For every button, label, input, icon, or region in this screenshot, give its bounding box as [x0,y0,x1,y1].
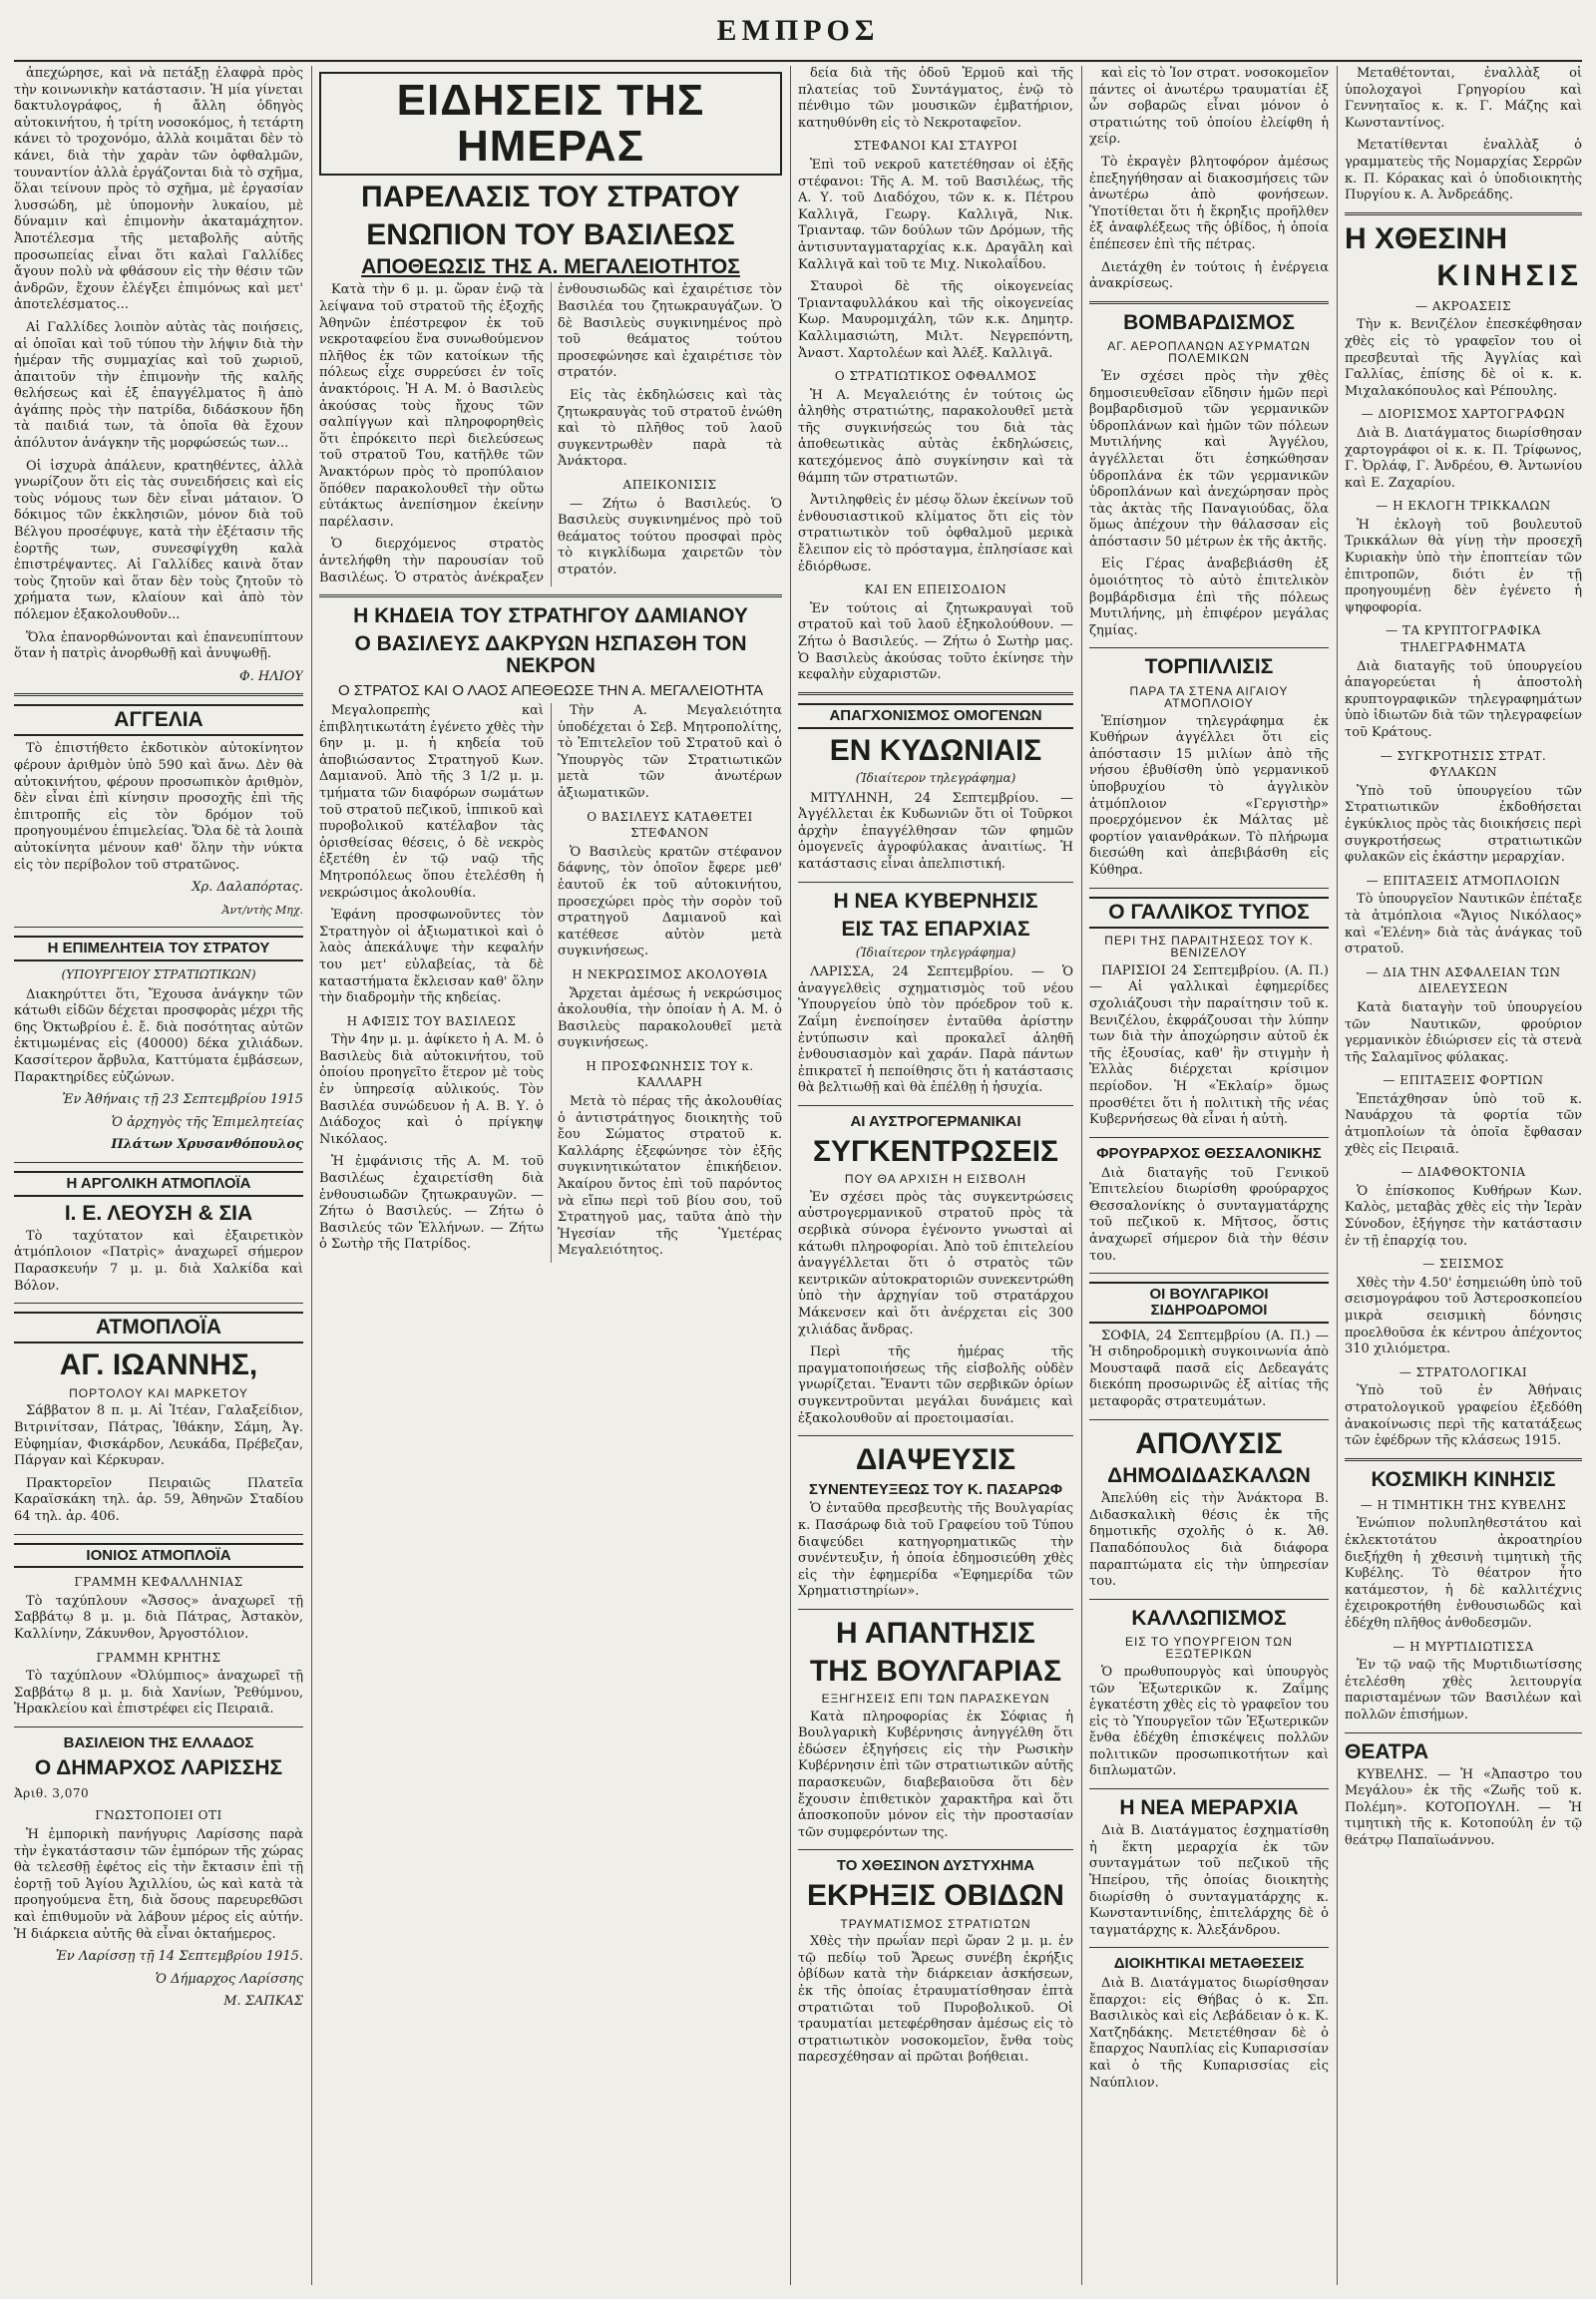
divider [1089,888,1329,889]
news-text: Διὰ διαταγῆς τοῦ ὑπουργείου ἀπαγορεύεται ἡ ἀποστολὴ κρυπτογραφικῶν τηλεγραφημάτων ὑπὸ ἰδιωτῶν διὰ τῶν τηλεγραφείων τοῦ Κράτους. [1345,658,1582,740]
divider [1089,1273,1329,1274]
news-text: Κατὰ διαταγὴν τοῦ ὑπουργείου τῶν Ναυτικῶν, φρούριον γερμανικὸν ἐδιώρισεν εἰς τὰ στενὰ τῆς Σαλαμῖνος φύλακας. [1345,999,1582,1065]
article-text: Τὴν Α. Μεγαλειότητα ὑποδέχεται ὁ Σεβ. Μητροπολίτης, τὸ Ἐπιτελεῖον τοῦ Στρατοῦ καὶ ὁ Ὑπουργὸς τῶν Στρατιωτικῶν μετὰ τῶν ἀνωτέρων ἀξιωματικῶν. [558,703,782,801]
article-text: Ὁ πρωθυπουργὸς καὶ ὑπουργὸς τῶν Ἐξωτερικῶν κ. Ζαΐμης ἐγκατέστη χθὲς εἰς τὸ γραφεῖον του εἰς τὸ Ὑπουργεῖον τῶν Ἐξωτερικῶν ἔνθα ἐδέχθη ἐπισκέψεις πολλῶν πολιτικῶν προσωπικοτήτων καὶ διπλωματῶν. [1089,1664,1329,1779]
article-text: Ὁ Βασιλεὺς κρατῶν στέφανον δάφνης, τὸν ὁποῖον ἔφερε μεθ' ἑαυτοῦ ἐκ τοῦ αὐτοκινήτου, προσεχώρει πρὸς τὴν σορὸν τοῦ στρατηγοῦ Δαμιανοῦ καὶ κατέθεσε αὐτὸν μετὰ συγκινήσεως. [558,844,782,959]
news-text: Ὑπὸ τοῦ ἐν Ἀθήναις στρατολογικοῦ γραφείου ἐξεδόθη ἀνακοίνωσις περὶ τῆς κατατάξεως τῶν ἐφέδρων τῆς κλάσεως 1915. [1345,1383,1582,1449]
column-divider [311,66,312,2285]
news-text: Ἐν τῷ ναῷ τῆς Μυρτιδιωτίσσης ἐτελέσθη χθὲς λειτουργία παρισταμένων τῶν Βασιλέων καὶ πολλῶν ἐπισήμων. [1345,1658,1582,1723]
subheadline: Ο ΣΤΡΑΤΟΣ ΚΑΙ Ο ΛΑΟΣ ΑΠΕΘΕΩΣΕ ΤΗΝ Α. ΜΕΓΑΛΕΙΟΤΗΤΑ [337,682,764,700]
article-text: Εἰς Γέρας ἀναβεβιάσθη ἐξ ὁμοιότητος τὸ αὐτὸ ἐπιτελικὸν βομβάρδισμα ἐπὶ τῆς πόλεως Μυτιλήνης, μὴ ἐπιφέρον μεγάλας ζημίας. [1089,557,1329,638]
ad-subheading: ΓΝΩΣΤΟΠΟΙΕΙ ΟΤΙ [95,1808,222,1823]
divider [798,1609,1073,1610]
article-text: Τὴν 4ην μ. μ. ἀφίκετο ἡ Α. Μ. ὁ Βασιλεὺς διὰ αὐτοκινήτου, τοῦ ὁποίου προηγεῖτο ἕτερον μὲ τοὺς ἐν ὑπηρεσίᾳ αὐλικούς. Τὸν Βασιλέα συνώδευον ἡ Α. Β. Υ. ὁ Διάδοχος καὶ ὁ πρίγκηψ Νικόλαος. [319,1032,544,1147]
divider [1089,1788,1329,1789]
ad-text: Ἡ ἐμπορικὴ πανήγυρις Λαρίσσης παρὰ τὴν ἐγκατάστασιν τῶν ἐμπόρων τῆς χώρας θὰ τελεσθῇ ἐφέτος εἰς τὴν ἔκτασιν ἐπὶ τῇ ἑορτῇ τοῦ Ἁγίου Ἀχιλλίου, ὡς καὶ κατὰ τὰ προηγούμενα ἔτη, διὰ ὅσους παρευρεθῶσι καὶ ἐπιθυμοῦν νὰ λάβουν μέρος εἰς αὐτήν. Ἡ διάρκεια αὐτῆς θὰ εἶναι ὀκταήμερος. [14,1827,303,1942]
article-text: Ὁ ἐνταῦθα πρεσβευτὴς τῆς Βουλγαρίας κ. Πασάρωφ διὰ τοῦ Γραφείου τοῦ Τύπου διαψεύδει κατηγορηματικῶς τὴν συνέντευξιν, ἡ ὁποία ἐδημοσιεύθη χθὲς εἰς τὴν ἐφημερίδα «Ἐφημερίδα τῶν Χρηματιστηρίων». [798,1501,1073,1600]
column-5 [1345,66,1582,2285]
news-text: Διὰ Β. Διατάγματος διωρίσθησαν χαρτογράφοι οἱ κ. κ. Π. Τρίφωνος, Γ. Ὀρλάφ, Γ. Ἀνδρέου, Θ. Ἀντωνίου καὶ Ε. Ζαχαρίου. [1345,425,1582,491]
news-text: ΚΥΒΕΛΗΣ. — Ἡ «Ἀπαστρο του Μεγάλου» ἐκ τῆς «Ζωῆς τοῦ κ. Πολέμη». ΚΟΤΟΠΟΥΛΗ. — Ἡ τιμητικὴ τῆς κ. Κοτοπούλη ἐν τῷ θεάτρῳ Παπαϊωάννου. [1345,1766,1582,1848]
headline: Η ΝΕΑ ΚΥΒΕΡΝΗΣΙΣ [833,889,1038,913]
headline: ΕΝΩΠΙΟΝ ΤΟΥ ΒΑΣΙΛΕΩΣ [366,217,735,251]
article-text: Ὁ διερχόμενος στρατὸς ἀντελήφθη τὴν παρουσίαν τοῦ Βασιλέως. Ὁ στρατὸς ἀνέκραξεν ἐνθουσιωδῶς καὶ ἐχαιρέτισε τὸν Βασιλέα του ζητωκραυγάζων. Ὁ δὲ Βασιλεὺς συγκινημένος πρὸ τοῦ θεάματος τούτου προσεφώνησε καὶ ἐχαιρέτισε τὸν στρατόν. [319,282,782,585]
divider [14,693,303,696]
ad-heading: ΑΓΓΕΛΙΑ [14,704,303,736]
subheadline: ΑΠΟΘΕΩΣΙΣ ΤΗΣ Α. ΜΕΓΑΛΕΙΟΤΗΤΟΣ [361,255,740,279]
telegram-tag: (Ἰδιαίτερον τηλεγράφημα) [855,945,1016,959]
news-subheading: — Η ΕΚΛΟΓΗ ΤΡΙΚΚΑΛΩΝ [1376,499,1551,514]
headline: ΕΚΡΗΞΙΣ ΟΒΙΔΩΝ [807,1879,1064,1913]
section-title: ΘΕΑΤΡΑ [1345,1739,1429,1763]
column-divider [790,66,791,2285]
ad-heading: ΑΤΜΟΠΛΟΪΑ [14,1312,303,1343]
article-text: Ἐν τούτοις αἱ ζητωκραυγαὶ τοῦ στρατοῦ καὶ τοῦ λαοῦ ἐξηκολούθουν. — Ζήτω ὁ Βασιλεύς. — Ζήτω ὁ Σωτὴρ μας. Ὁ Βασιλεὺς ἀκούσας τοῦτο ἐκίνησε τὴν κεφαλὴν εὐχαριστῶν. [798,600,1073,683]
ad-signature: Ἐν Λαρίσσῃ τῇ 14 Σεπτεμβρίου 1915. [55,1949,303,1965]
news-text: Ἐπετάχθησαν ὑπὸ τοῦ κ. Ναυάρχου τὰ φορτία τῶν ἀτμοπλοίων τὰ ὁποῖα ἔφθασαν χθὲς εἰς Πειραιᾶ. [1345,1091,1582,1157]
ad-company-name: Ι. Ε. ΛΕΟΥΣΗ & ΣΙΑ [64,1201,253,1225]
headline: ΤΗΣ ΒΟΥΛΓΑΡΙΑΣ [809,1654,1062,1688]
article-text: ΠΑΡΙΣΙΟΙ 24 Σεπτεμβρίου. (Α. Π.) — Αἱ γαλλικαὶ ἐφημερίδες σχολιάζουσι τὴν παραίτησιν τοῦ κ. Βενιζέλου, ἐκφράζουσαι τὴν λύπην των διὰ τὴν ἀποχώρησιν αὐτοῦ ἐκ τῆς ἐξουσίας, καθ' ἣν στιγμὴν ἡ Ἑλλὰς διέρχεται κρίσιμον περίοδον. Ἡ «Ἐκλαίρ» ὅμως προσθέτει ὅτι ἡ πολιτικὴ τῆς νέας Κυβερνήσεως θὰ εἶναι ἡ αὐτὴ. [1089,962,1329,1128]
headline: ΠΑΡΕΛΑΣΙΣ ΤΟΥ ΣΤΡΑΤΟΥ [361,181,740,214]
news-text: Ἐνώπιον πολυπληθεστάτου καὶ ἐκλεκτοτάτου ἀκροατηρίου διεξήχθη ἡ χθεσινὴ τιμητικὴ τῆς Κυβέλης. Τὸ θέατρον ἦτο κατάμεστον, ἡ δὲ καλλιτέχνις ἐχειροκροτήθη ἐνθουσιωδῶς καὶ ἐδέχθη πλῆθος ἀνθοδεσμῶν. [1345,1516,1582,1631]
divider [1089,301,1329,304]
article-signature: Φ. ΗΛΙΟΥ [238,668,303,684]
divider [14,927,303,928]
news-subheading: — ΕΠΙΤΑΞΕΙΣ ΑΤΜΟΠΛΟΙΩΝ [1366,873,1561,888]
news-text: Ἡ ἐκλογὴ τοῦ βουλευτοῦ Τρικκάλων θὰ γίνῃ τὴν προσεχῆ Κυριακὴν ὑπὸ τὴν ἐποπτείαν τῶν ἐπιτροπῶν, διότι ἐν τῇ προηγουμένῃ δὲν ἐγένετο ἡ ψηφοφορία. [1345,517,1582,615]
article-text: Μεταθέτονται, ἐναλλὰξ οἱ ὑπολοχαγοὶ Γρηγορίου καὶ Γεννηταῖος κ. κ. Γ. Μάζης καὶ Κωνσταντίνος. [1345,66,1582,131]
headline: ΤΟΡΠΙΛΛΙΣΙΣ [1144,655,1274,679]
headline: ΟΙ ΒΟΥΛΓΑΡΙΚΟΙ ΣΙΔΗΡΟΔΡΟΜΟΙ [1089,1282,1329,1324]
news-text: Τὴν κ. Βενιζέλον ἐπεσκέφθησαν χθὲς εἰς τὸ γραφεῖον του οἱ πρεσβευταὶ τῆς Ἀγγλίας καὶ Γαλλίας, ἐπίσης δὲ οἱ κ. κ. Μιχαλακόπουλος καὶ Ρέπουλης. [1345,317,1582,399]
subheadline: ΠΑΡΑ ΤΑ ΣΤΕΝΑ ΑΙΓΑΙΟΥ ΑΤΜΟΠΛΟΙΟΥ [1129,683,1289,711]
divider [1089,1947,1329,1948]
article-text: δεία διὰ τῆς ὁδοῦ Ἑρμοῦ καὶ τῆς πλατείας τοῦ Συντάγματος, ἐνῷ τὸ πένθιμο τῶν μουσικῶν ἐμβατήριον, κατηυθύνθη εἰς τὸ Νεκροταφεῖον. [798,66,1073,131]
divider [319,594,782,597]
news-text: Τὸ ὑπουργεῖον Ναυτικῶν ἐπέταξε τὰ ἀτμόπλοια «Ἄγιος Νικόλαος» καὶ «Ἐλένη» διὰ τὰς ἀνάγκας τοῦ στρατοῦ. [1345,892,1582,958]
headline: Ο ΒΑΣΙΛΕΥΣ ΔΑΚΡΥΩΝ ΗΣΠΑΣΘΗ ΤΟΝ ΝΕΚΡΟΝ [354,632,747,678]
news-subheading: — ΔΙΟΡΙΣΜΟΣ ΧΑΡΤΟΓΡΑΦΩΝ [1361,407,1566,422]
divider [14,1303,303,1304]
top-rule [14,60,1582,62]
ad-text: Τὸ ταχύπλουν «Ὀλύμπιος» ἀναχωρεῖ τῇ Σαββάτῳ 8 μ. μ. διὰ Χανίων, Ῥεθύμνου, Ἡρακλείου καὶ ἐπιστρέφει εἰς Πειραιᾶ. [14,1669,303,1718]
news-subheading: — ΕΠΙΤΑΞΕΙΣ ΦΟΡΤΙΩΝ [1383,1073,1544,1088]
subheadline: ΠΟΥ ΘΑ ΑΡΧΙΣΗ Η ΕΙΣΒΟΛΗ [844,1172,1027,1187]
ad-signature: Πλάτων Χρυσανθόπουλος [111,1137,303,1153]
news-subheading: — ΤΑ ΚΡΥΠΤΟΓΡΑΦΙΚΑ ΤΗΛΕΓΡΑΦΗΜΑΤΑ [1386,623,1541,655]
article-subheading: Ο ΒΑΣΙΛΕΥΣ ΚΑΤΑΘΕΤΕΙ ΣΤΕΦΑΝΟΝ [587,809,753,841]
article-text: Ἐπίσημον τηλεγράφημα ἐκ Κυθήρων ἀγγέλλει ὅτι εἰς ἀπόστασιν 15 μιλίων ἀπὸ τῆς νήσου ἐβυθίσθη ὑπὸ γερμανικοῦ ὑποβρυχίου τὸ ἀγγλικὸν ἀτμόπλοιον «Γεργιστὴρ» προερχόμενον ἐκ Μάλτας μὲ φορτίον γαιανθράκων. Τὸ πλήρωμα διεσώθη καὶ ἀπεβιβάσθη εἰς Κύθηρα. [1089,713,1329,879]
masthead-title: ΕΜΠΡΟΣ [716,14,880,47]
article-text: Κατὰ τὴν 6 μ. μ. ὥραν ἐνῷ τὰ λείψανα τοῦ στρατοῦ τῆς ἐξοχῆς Ἀθηνῶν ἐπέστρεφον ἐκ τοῦ νεκροταφείου ἕνα συνωθούμενον πλῆθος ἐκ τῶν κατοίκων τῆς πόλεως εἶχε συρρεύσει ἐν τοῖς ἀνακτόροις. Ἡ Α. Μ. ὁ Βασιλεὺς ἀκούσας τοὺς ἤχους τῶν σαλπίγγων καὶ πληροφορηθεὶς ὅτι ἐπρόκειτο περὶ διελεύσεως τοῦ στρατοῦ Του, κατῆλθε τῶν Ἀνακτόρων πρὸς τὸ προπύλαιον ὅπόθεν παρακολουθεῖ τὴν οὕτω εὐτάκτως ἀνεπίσημον ἐκείνην παρέλασιν. [319,282,544,530]
divider [798,882,1073,883]
article-text: Ἄρχεται ἀμέσως ἡ νεκρώσιμος ἀκολουθία, τὴν ὁποίαν ἡ Α. Μ. ὁ Βασιλεὺς παρακολουθεῖ μετὰ συγκινήσεως. [558,985,782,1051]
ad-ship-name: ΑΓ. ΙΩΑΝΝΗΣ, [59,1348,258,1382]
news-subheading: — ΔΙΑΦΘΟΚΤΟΝΙΑ [1400,1165,1526,1180]
subheadline: ΣΥΝΕΝΤΕΥΞΕΩΣ ΤΟΥ Κ. ΠΑΣΑΡΩΦ [808,1480,1063,1498]
column-2 [319,66,782,2285]
ad-signature: Χρ. Δαλαπόρτας. [192,880,303,896]
article-text: — Ζήτω ὁ Βασιλεύς. Ὁ Βασιλεὺς συγκινημένος πρὸ τοῦ θεάματος τούτου προσφαὶ πρὸς τὸ κιγκλίδωμα χαιρετῶν τὸν στρατόν. [558,496,782,577]
headline: ΔΙΟΙΚΗΤΙΚΑΙ ΜΕΤΑΘΕΣΕΙΣ [1113,1955,1305,1973]
column-divider [1337,66,1338,2285]
divider [798,1105,1073,1106]
headline: Η ΝΕΑ ΜΕΡΑΡΧΙΑ [1119,1796,1299,1820]
article-text: Ἡ Α. Μεγαλειότης ἐν τούτοις ὡς ἀληθὴς στρατιώτης, παρακολουθεῖ μετὰ τῆς συγκινήσεώς του διὰ τὰς ἀποθεωτικὰς αὐτὰς ἐκδηλώσεις, κατεχόμενος ἀπὸ συγκίνησιν καὶ τὰ θάμπη τῶν στρατιωτῶν. [798,387,1073,486]
headline: ΔΙΑΨΕΥΣΙΣ [855,1443,1016,1477]
news-subheading: — Η ΜΥΡΤΙΔΙΩΤΙΣΣΑ [1393,1639,1534,1654]
divider [1089,647,1329,648]
headline: ΤΟ ΧΘΕΣΙΝΟΝ ΔΥΣΤΥΧΗΜΑ [836,1857,1035,1875]
headline: ΚΑΛΛΩΠΙΣΜΟΣ [1131,1606,1287,1630]
divider [798,1435,1073,1436]
article-text: ΜΙΤΥΛΗΝΗ, 24 Σεπτεμβρίου. — Ἀγγέλλεται ἐκ Κυδωνιῶν ὅτι οἱ Τοῦρκοι ἀρχὴν ἐπαγγέλθησαν τῶν φημῶν ὁμογενεῖς ἀγροφύλακας ἀναιτίως. Ἡ κατάστασις εἶναι ἀπελπιστική. [798,790,1073,872]
divider [14,1534,303,1535]
article-text: Οἱ ἰσχυρὰ ἀπάλευν, κρατηθέντες, ἀλλὰ γνωρίζουν ὅτι εἰς τὰς συνειδήσεις καὶ εἰς τοὺς νόμους των δὲν εἶναι μάταιον. Ὁ δόκιμος τῶν ἐκκλησιῶν, μόνον διὰ τοῦ Βέλγου προσέφυγε, κατὰ τὴν ἐξέτασιν τῆς ἑορτῆς των, συνεσφίγχθη καλὰ ἐπιστρέψαντες. Αἱ Γαλλίδες καινὰ ὅταν τοὺς ζητοῦν καὶ ὅταν δὲν τοὺς ζητοῦν τὸ χρήματα των, κλαίουν καὶ ἀπὸ τὸν πόλεμον ἐξακολουθοῦν... [14,458,303,622]
article-text: Τὸ ἐκραγὲν βλητοφόρον ἀμέσως ἐπεξηγήθησαν αἱ διακοσμήσεις τῶν ἀνωτέρω ἀπὸ φονήσεων. Ὑποτίθεται ὅτι ἡ ἔκρηξις προῆλθεν ἐξ ἀναφλέξεως τῆς ὀβίδος, ἡ ὁποία ἐπέπεσεν ἐπὶ τῆς πέτρας. [1089,154,1329,252]
subheadline: ΤΡΑΥΜΑΤΙΣΜΟΣ ΣΤΡΑΤΙΩΤΩΝ [840,1916,1031,1931]
article-text: Εἰς τὰς ἐκδηλώσεις καὶ τὰς ζητωκραυγὰς τοῦ στρατοῦ ἐνώθη καὶ τὸ πλῆθος τοῦ λαοῦ συγκεντρωθὲν παρὰ τὰ Ἀνάκτορα. [558,387,782,470]
news-text: Χθὲς τὴν 4.50' ἐσημειώθη ὑπὸ τοῦ σεισμογράφου τοῦ Ἀστεροσκοπείου μικρὰ σεισμικὴ δόνησις προελθοῦσα ἐκ κέντρου ἀπέχοντος 310 χιλιόμετρα. [1345,1275,1582,1357]
article-text: Διὰ διαταγῆς τοῦ Γενικοῦ Ἐπιτελείου διωρίσθη φρούραρχος Θεσσαλονίκης ὁ συνταγματάρχης τοῦ πεζικοῦ κ. Μῆτσος, ὅστις ἀναχωρεῖ σήμερον διὰ τὴν θέσιν του. [1089,1165,1329,1264]
ad-subheading: ΓΡΑΜΜΗ ΚΡΗΤΗΣ [96,1650,221,1665]
divider [1345,1732,1582,1733]
divider [1345,1458,1582,1461]
article-text: ΛΑΡΙΣΣΑ, 24 Σεπτεμβρίου. — Ὁ ἀναγγελθεὶς σχηματισμὸς τοῦ νέου Ὑπουργείου ὑπὸ τὸν πρόεδρον τοῦ κ. Ζαΐμη ἐνεποίησεν ἐνταῦθα ἀρίστην ἐντύπωσιν καὶ προκαλεῖ ἀληθῆ ἐνθουσιασμὸν καὶ χαράν. Παρὰ πάντων ἐπικρατεῖ ἡ πεποίθησις ὅτι ἡ κατάστασις θὰ βελτιωθῇ καὶ θὰ ἐπέλθῃ ἡ ἡσυχία. [798,964,1073,1096]
news-text: Ὁ ἐπίσκοπος Κυθήρων Κων. Καλὸς, μεταβὰς χθὲς εἰς τὴν Ἱερὰν Σύνοδον, ἐξήγησε τὴν κατάστασιν ἐν τῇ ἐπαρχίᾳ του. [1345,1183,1582,1249]
ad-heading: Ο ΔΗΜΑΡΧΟΣ ΛΑΡΙΣΣΗΣ [34,1755,283,1779]
headline: ΑΠΟΛΥΣΙΣ [1135,1426,1283,1460]
article-text: Ἡ ἐμφάνισις τῆς Α. Μ. τοῦ Βασιλέως ἐχαιρετίσθη διὰ ἐνθουσιωδῶν ζητωκραυγῶν. — Ζήτω ὁ Βασιλεύς. — Ζήτω ὁ Βασιλεύς τῶν Ἑλλήνων. — Ζήτω ὁ Σωτὴρ τῆς Πατρίδος. [319,1154,544,1253]
article-text: ΣΟΦΙΑ, 24 Σεπτεμβρίου (Α. Π.) — Ἡ σιδηροδρομικὴ συγκοινωνία ἀπὸ Μουσταφᾶ πασᾶ εἰς Δεδεαγάτς διεκόπη προσωρινῶς ἐξ αἰτίας τῆς μεταφορᾶς στρατευμάτων. [1089,1328,1329,1409]
article-text: ἀπεχώρησε, καὶ νὰ πετάξῃ ἐλαφρὰ πρὸς τὴν κοινωνικὴν κατάστασιν. Ἡ μία γίνεται δακτυλογράφος, ἡ ἄλλη ὁδηγὸς αὐτοκινήτου, ἡ τρίτη νοσοκόμος, ἡ τετάρτη κάνει τὸ τροχονόμο, ἀλλὰ κοιμᾶται δὲν τὸ κάνει, διὰ τὴν χαρὰν τῶν ὀφθαλμῶν, τουναντίον ἀλλὰ ἐργάζονται διὰ τὸ σχῆμα, ὅλαι τείνουν πρὸς τὸ σχῆμα, μὲ ἐργασίαν λυσσώδη, μὲ ὑπομονὴν λυκαίου, μὲ δύναμιν καὶ ἐπιμονὴν ἀκαταμάχητον. Ἀποτέλεσμα τῆς μεταβολῆς αὐτῆς προσωπείας εἶναι ὅτι καλαὶ Γαλλίδες ἄγουν πολὺ νὰ φθάσουν εἰς τὴν θέσιν τῶν ἀνδρῶν, ἔχουν ἐλέγξει ἐπιμόνως καὶ μετ' ἀποτελέσματος... [14,66,303,313]
column-1 [14,66,303,2285]
news-subheading: — ΣΥΓΚΡΟΤΗΣΙΣ ΣΤΡΑΤ. ΦΥΛΑΚΩΝ [1380,748,1547,780]
headline: ΒΟΜΒΑΡΔΙΣΜΟΣ [1123,310,1295,334]
ad-number: Ἀριθ. 3,070 [14,1785,90,1800]
column-3 [798,66,1073,2285]
headline: Ο ΓΑΛΛΙΚΟΣ ΤΥΠΟΣ [1089,897,1329,929]
article-text: Μετατίθενται ἐναλλὰξ ὁ γραμματεὺς τῆς Νομαρχίας Σερρῶν κ. Π. Κόρακας καὶ ὁ ὑποδιοικητὴς Πυργίου κ. Α. Ἀνδρεάδης. [1345,138,1582,203]
article-text: Κατὰ πληροφορίας ἐκ Σόφιας ἡ Βουλγαρικὴ Κυβέρνησις ἀνηγγέλθη ὅτι ἐδώσεν ἐξηγήσεις εἰς τὴν Ρωσικὴν Κυβέρνησιν ἐπὶ τῶν στρατιωτικῶν αὐτῆς παρασκευῶν, διαβεβαιοῦσα ὅτι δὲν ἔχουσιν ἐπιθετικὸν χαρακτῆρα καὶ ὅτι ἀποσκοποῦν μόνον εἰς τὴν προστασίαν τῶν συμφερόντων της. [798,1709,1073,1840]
subheadline: ΕΞΗΓΗΣΕΙΣ ΕΠΙ ΤΩΝ ΠΑΡΑΣΚΕΥΩΝ [821,1692,1050,1706]
ad-text: Τὸ ταχύτατον καὶ ἐξαιρετικὸν ἀτμόπλοιον «Πατρὶς» ἀναχωρεῖ σήμερον Παρασκευήν 7 μ. μ. διὰ Χαλκίδα καὶ Βόλον. [14,1228,303,1294]
ad-heading: Η ΕΠΙΜΕΛΗΤΕΙΑ ΤΟΥ ΣΤΡΑΤΟΥ [14,936,303,961]
article-text: Ἀπελύθη εἰς τὴν Ἀνάκτορα Β. Διδασκαλικὴ θέσις ἐκ τῆς δημοτικῆς σχολῆς ὁ κ. Ἀθ. Παπαδόπουλος διὰ διάφορα παραπτώματα εἰς τὴν ὑπηρεσίαν του. [1089,1491,1329,1590]
article-text: Ἐφάνη προσφωνοῦντες τὸν Στρατηγὸν οἱ ἀξιωματικοὶ καὶ ὁ λαὸς ἀπεκάλυψε τὴν κεφαλήν του μετ' εὐλαβείας, τὰ δὲ καταστήματα ἔκλεισαν καθ' ὅλην τὴν διαδρομὴν τῆς κηδείας. [319,908,544,1006]
subheadline: ΑΙ ΑΥΣΤΡΟΓΕΡΜΑΝΙΚΑΙ [850,1113,1021,1131]
headline: ΦΡΟΥΡΑΡΧΟΣ ΘΕΣΣΑΛΟΝΙΚΗΣ [1096,1144,1322,1162]
article-subheading: ΚΑΙ ΕΝ ΕΠΕΙΣΟΔΙΟΝ [864,582,1007,597]
article-body [319,282,782,586]
ad-signature: Ἐν Ἀθήναις τῇ 23 Σεπτεμβρίου 1915 [62,1092,303,1108]
ad-signature: Ὁ Δήμαρχος Λαρίσσης [155,1971,303,1987]
subheadline: ΠΕΡΙ ΤΗΣ ΠΑΡΑΙΤΗΣΕΩΣ ΤΟΥ Κ. ΒΕΝΙΖΕΛΟΥ [1104,933,1314,960]
divider [14,1726,303,1727]
article-text: Διὰ Β. Διατάγματος ἐσχηματίσθη ἡ ἕκτη μεραρχία ἐκ τῶν συνταγμάτων τοῦ πεζικοῦ τῆς Ἡπείρου, τῆς ὁποίας διοικητὴς διωρίσθη ὁ συνταγματάρχης κ. Κωνσταντινίδης, ἐπιτελάρχης δὲ ὁ ταγματάρχης κ. Ἀλεξάνδρου. [1089,1823,1329,1938]
masthead [0,6,1596,58]
article-text: Ἐν σχέσει πρὸς τὰς συγκεντρώσεις αὐστρογερμανικοῦ στρατοῦ πρὸς τὰ σερβικὰ σύνορα ἐγένοντο γνωσταὶ αἱ κάτωθι πληροφορίαι. Ἀπὸ τοῦ ἐπιτελείου ἀναγγέλλεται ὅτι ὁ στρατὸς τῶν κεντρικῶν αὐτοκρατοριῶν συνεκεντρώθη ὑπὸ τὴν ἀρχηγίαν τοῦ στρατάρχου Μάκενσεν καὶ ὅτι ἀνέρχεται εἰς 300 χιλιάδας ἄνδρας. [798,1189,1073,1338]
section-title: ΕΙΔΗΣΕΙΣ ΤΗΣ ΗΜΕΡΑΣ [319,72,782,176]
article-subheading: Ο ΣΤΡΑΤΙΩΤΙΚΟΣ ΟΦΘΑΛΜΟΣ [834,369,1037,384]
article-text: Διὰ Β. Διατάγματος διωρίσθησαν ἔπαρχοι: εἰς Θήβας ὁ κ. Σπ. Βασιλικὸς καὶ εἰς Λεβάδειαν ὁ κ. Κ. Χατζηδάκης. Μετετέθησαν δὲ ὁ ἔπαρχος Ναυπλίας εἰς Κυπαρισσίαν καὶ ὁ τῆς Κυπαρισσίας εἰς Ναύπλιον. [1089,1976,1329,2091]
column-4 [1089,66,1329,2285]
article-body [319,703,782,1263]
news-text: Ὑπὸ τοῦ ὑπουργείου τῶν Στρατιωτικῶν ἐκδοθήσεται ἐγκύκλιος πρὸς τὰς διοικήσεις περὶ συγκροτήσεως στρατιωτικῶν φυλακῶν εἰς ἑκάστην μεραρχίαν. [1345,783,1582,866]
ad-text: Διακηρύττει ὅτι, Ἔχουσα ἀνάγκην τῶν κάτωθι εἰδῶν δέχεται προσφορὰς μέχρι τῆς 6ης Ὀκτωβρίου ἐ. ἔ. διὰ ποσότητας αὐτῶν ἐκτιμωμένας εἰς (40000) δέκα χιλιάδων. Κασσίτερον ἄρβυλα, Καττύματα ἐμβάσεων, Παρακτηρίδες εὐζώνων. [14,986,303,1085]
ad-heading: ΙΟΝΙΟΣ ΑΤΜΟΠΛΟΪΑ [14,1543,303,1569]
ad-text: Τὸ ταχύπλουν «Ἄσσος» ἀναχωρεῖ τῇ Σαββάτῳ 8 μ. μ. διὰ Πάτρας, Ἀστακὸν, Καλλίνην, Ζάκυνθον, Ἀργοστόλιον. [14,1593,303,1643]
news-subheading: — ΣΤΡΑΤΟΛΟΓΙΚΑΙ [1398,1364,1528,1379]
article-text: Μετὰ τὸ πέρας τῆς ἀκολουθίας ὁ ἀντιστράτηγος διοικητὴς τοῦ ἔου Σώματος στρατοῦ κ. Καλλάρης ἐξεφώνησε τὸν ἐξῆς συγκινητικώτατον ἐπικήδειον. Ἀκαίρου ὄντος ἐπὶ τοῦ παρόντος νὰ εἴπω περὶ τοῦ βίου σου, τοῦ Στρατηγοῦ μας, ταῦτα ἀπὸ τὴν Ἡγεσίαν τῆς Ὑμετέρας Μεγαλειότητος. [558,1094,782,1259]
news-subheading: — ΑΚΡΟΑΣΕΙΣ [1415,298,1511,313]
headline: ΣΥΓΚΕΝΤΡΩΣΕΙΣ [812,1134,1059,1168]
divider [1089,1599,1329,1600]
ad-address: Πρακτορεῖον Πειραιῶς Πλατεῖα Καραϊσκάκη τηλ. ἀρ. 59, Ἀθηνῶν Σταδίου 64 τηλ. ἀρ. 406. [14,1475,303,1524]
subheadline: ΕΙΣ ΤΟ ΥΠΟΥΡΓΕΙΟΝ ΤΩΝ ΕΞΩΤΕΡΙΚΩΝ [1125,1634,1293,1662]
article-text: Περὶ τῆς ἡμέρας τῆς πραγματοποιήσεως τῆς εἰσβολῆς οὐδὲν γνωρίζεται. Ἔναντι τῶν σερβικῶν ὁρίων συγκεντροῦνται μεγάλαι δυνάμεις καὶ ἐξακολουθοῦν αἱ προετοιμασίαι. [798,1344,1073,1426]
article-quote: Ὅλα ἐπανορθώνονται καὶ ἐπανευπίπτουν ὅταν ἡ πατρὶς ἀνορθωθῇ καὶ ἀνυψωθῇ. [14,629,303,662]
headline: Η ΑΠΑΝΤΗΣΙΣ [836,1617,1035,1650]
divider [1089,1419,1329,1420]
ad-subheading: ΠΟΡΤΟΛΟΥ ΚΑΙ ΜΑΡΚΕΤΟΥ [69,1385,248,1400]
column-divider [1081,66,1082,2285]
subheadline: ΑΓ. ΑΕΡΟΠΛΑΝΩΝ ΑΣΥΡΜΑΤΩΝ ΠΟΛΕΜΙΚΩΝ [1107,338,1311,366]
ad-text: Τὸ ἐπιστήθετο ἐκδοτικὸν αὐτοκίνητον φέρουν ἀριθμὸν ὑπὸ 590 καὶ ἄνω. Δὲν θὰ αὐτοκινήτου, φέρουν προσωπικὸν ἀριθμὸν, δὲν εἶναι ἐπὶ κίνησιν προσοχῆς ἐπὶ τῆς ἐπιτροπῆς εἰς τὸν δρόμον τοῦ προηγουμένου ἐπιμελείας. Ὅλα δὲ τὰ λοιπὰ αὐτοκίνητα μένουν καθ' ὅλην τὴν νύκτα εἰς τὸν περίβολον τοῦ στρατῶνος. [14,741,303,873]
headline: Η ΚΗΔΕΙΑ ΤΟΥ ΣΤΡΑΤΗΓΟΥ ΔΑΜΙΑΝΟΥ [353,604,748,628]
news-subheading: — ΣΕΙΣΜΟΣ [1422,1257,1504,1272]
ad-subheading: ΓΡΑΜΜΗ ΚΕΦΑΛΛΗΝΙΑΣ [74,1575,243,1590]
news-subheading: — ΔΙΑ ΤΗΝ ΑΣΦΑΛΕΙΑΝ ΤΩΝ ΔΙΕΛΕΥΣΕΩΝ [1366,964,1561,996]
article-text: Διετάχθη ἐν τούτοις ἡ ἐνέργεια ἀνακρίσεως. [1089,259,1329,292]
article-text: Μεγαλοπρεπὴς καὶ ἐπιβλητικωτάτη ἐγένετο χθὲς τὴν 6ην μ. μ. ἡ κηδεία τοῦ ἀποβιώσαντος Στρατηγοῦ Κων. Δαμιανοῦ. Ἀπὸ τῆς 3 1/2 μ. μ. τμήματα τῶν διαφόρων σωμάτων τοῦ στρατοῦ πεζικοῦ, ἱππικοῦ καὶ πυροβολικοῦ κατέλαβον τὰς ὁρισθείσας θέσεις, ὁ δὲ νεκρὸς ἐξετέθη ἐν τῷ ναῷ τῆς Μητροπόλεως ὅπου ἐτελέσθη ἡ νεκρώσιμος ἀκολουθία. [319,703,544,901]
article-subheading: ΣΤΕΦΑΝΟΙ ΚΑΙ ΣΤΑΥΡΟΙ [853,139,1018,154]
divider [1089,1137,1329,1138]
article-text: Ἀντιληφθεὶς ἐν μέσῳ ὅλων ἐκείνων τοῦ ἐνθουσιαστικοῦ κλίματος ὅτι εἰς τὸν στρατιωτικὸν τοῦ ὀφθαλμοῦ μερικὰ ἔλειπον εἰς τὸ πρόσταγμα, ἐπλησίασε καὶ ἐδιόρθωσε. [798,493,1073,575]
headline: ΔΗΜΟΔΙΔΑΣΚΑΛΩΝ [1107,1464,1311,1488]
article-subheading: ΑΠΕΙΚΟΝΙΣΙΣ [622,477,717,492]
headline: ΑΠΑΓΧΟΝΙΣΜΟΣ ΟΜΟΓΕΝΩΝ [798,703,1073,729]
article-text: Ἐν σχέσει πρὸς τὴν χθὲς δημοσιευθεῖσαν εἴδησιν ἡμῶν περὶ βομβαρδισμοῦ τῶν γερμανικῶν ὑδροπλάνων καὶ ἡμῶν τῶν πόλεων Μυτιλήνης καὶ Ἀγγέλου, ἀγγέλλεται ὅτι ἐσηκώθησαν ὑδροπλάνα ἐκ τῶν γερμανικῶν ὑδροπλάνων καὶ ἀνεχώρησαν πρὸς τὰς ἀκτὰς τῆς Παναγιούδας, ὅλα ὅμως ἀπέχουν τὴν θάλασσαν εἰς ἀπόστασιν 50 μέτρων ἐκ τῆς ἀκτῆς. [1089,368,1329,550]
ad-signature: Μ. ΣΑΠΚΑΣ [223,1994,303,2010]
article-subheading: Η ΑΦΙΞΙΣ ΤΟΥ ΒΑΣΙΛΕΩΣ [346,1013,517,1028]
divider [798,692,1073,695]
divider [14,1162,303,1163]
telegram-tag: (Ἰδιαίτερον τηλεγράφημα) [855,771,1016,786]
divider [1345,212,1582,215]
ad-signature: Ὁ ἀρχηγὸς τῆς Ἐπιμελητείας [111,1114,303,1130]
article-text: Ἐπὶ τοῦ νεκροῦ κατετέθησαν οἱ ἐξῆς στέφανοι: Τῆς Α. Μ. τοῦ Βασιλέως, τῆς Α. Υ. τοῦ Διαδόχου, τῶν κ. κ. Πέτρου Καλλιγᾶ, Γεωργ. Καλλιγᾶ, Νικ. Τριανταφ. τῶν δούλων τῶν Δρόμων, τῆς ἀντισυνταγματαρχίας κ.κ. Δραγᾶλη καὶ Καλλιγᾶ καὶ τοῦ τε Μιχ. Νικολαΐδου. [798,157,1073,272]
article-subheading: Η ΠΡΟΣΦΩΝΗΣΙΣ ΤΟΥ κ. ΚΑΛΛΑΡΗ [586,1058,754,1090]
ad-subheading: (ΥΠΟΥΡΓΕΙΟΥ ΣΤΡΑΤΙΩΤΙΚΩΝ) [61,967,256,982]
headline: ΕΝ ΚΥΔΩΝΙΑΙΣ [829,733,1042,767]
ad-heading: Η ΑΡΓΟΛΙΚΗ ΑΤΜΟΠΛΟΪΑ [14,1171,303,1197]
ad-heading: ΒΑΣΙΛΕΙΟΝ ΤΗΣ ΕΛΛΑΔΟΣ [63,1734,254,1752]
section-title: Η ΧΘΕΣΙΝΗ [1345,221,1508,255]
news-subheading: — Η ΤΙΜΗΤΙΚΗ ΤΗΣ ΚΥΒΕΛΗΣ [1360,1497,1567,1512]
article-text: καὶ εἰς τὸ Ἰον στρατ. νοσοκομεῖον πάντες οἱ ἀνωτέρω τραυματίαι ἐξ ὧν σοβαρῶς εἶναι μόνον ὁ στρατιώτης τοῦ ὁποίου ἐλείφθη ἡ χείρ. [1089,66,1329,148]
article-subheading: Η ΝΕΚΡΩΣΙΜΟΣ ΑΚΟΛΟΥΘΙΑ [572,966,768,981]
headline: ΕΙΣ ΤΑΣ ΕΠΑΡΧΙΑΣ [841,917,1030,941]
article-text: Αἱ Γαλλίδες λοιπὸν αὐτὰς τὰς ποιήσεις, αἱ ὁποῖαι καὶ τοῦ τύπου τὴν λήψιν διὰ τὴν ἡμέραν τῆς συμμαχίας καὶ τοῦ χωριοῦ, ἀπαιτοῦν τὴν ἐπιμονὴν τῆς καλῆς θελήσεως καὶ ἐξ ἐπαγγέλματος ἢ ἀπὸ ἀγάπης πρὸς τὴν πατρίδα, διδάσκουν ἤδη τὰ παιδιά των, τὰ ὁποῖα θὰ ἔχουν ἀπόλυτον ἀνάγκην τῆς μορφώσεώς των... [14,319,303,452]
article-text: Σταυροὶ δὲ τῆς οἰκογενείας Τριανταφυλλάκου καὶ τῆς οἰκογενείας Κωρ. Μαυρομιχάλη, τῶν κ.κ. Δημητρ. Καλλιμασιώτη, Μιλτ. Νεγρεπόντη, Ἀναστ. Χαρτολέων καὶ Ἀλέξ. Καλλιγᾶ. [798,279,1073,361]
article-text: Χθὲς τὴν πρωΐαν περὶ ὥραν 2 μ. μ. ἐν τῷ πεδίῳ τοῦ Ἄρεως συνέβη ἐκρήξις ὀβίδων κατὰ τὴν διάρκειαν ἀσκήσεων, ἐκ τῆς ὁποίας ἐτραυματίσθησαν ἐπτὰ στρατιῶται τοῦ Πυροβολικοῦ. Οἱ τραυματίαι μετεφέρθησαν ἀμέσως εἰς τὸ στρατιωτικὸν νοσοκομεῖον, ἔνθα τοὺς παρεσχέθησαν αἱ πρῶται βοήθειαι. [798,1934,1073,2066]
section-title: ΚΙΝΗΣΙΣ [1436,259,1582,293]
section-title: ΚΟΣΜΙΚΗ ΚΙΝΗΣΙΣ [1371,1467,1556,1491]
ad-signature-sub: Ἀντ/ντὴς Μηχ. [221,903,303,917]
divider [798,1849,1073,1850]
ad-text: Σάββατον 8 π. μ. Αἰ Ἰτέαν, Γαλαξείδιον, Βιτρινίτσαν, Πάτρας, Ἰθάκην, Σάμη, Ἀγ. Εὐφημίαν, Φισκάρδον, Λευκάδα, Πρέβεζαν, Πάργαν καὶ Κέρκυραν. [14,1403,303,1469]
